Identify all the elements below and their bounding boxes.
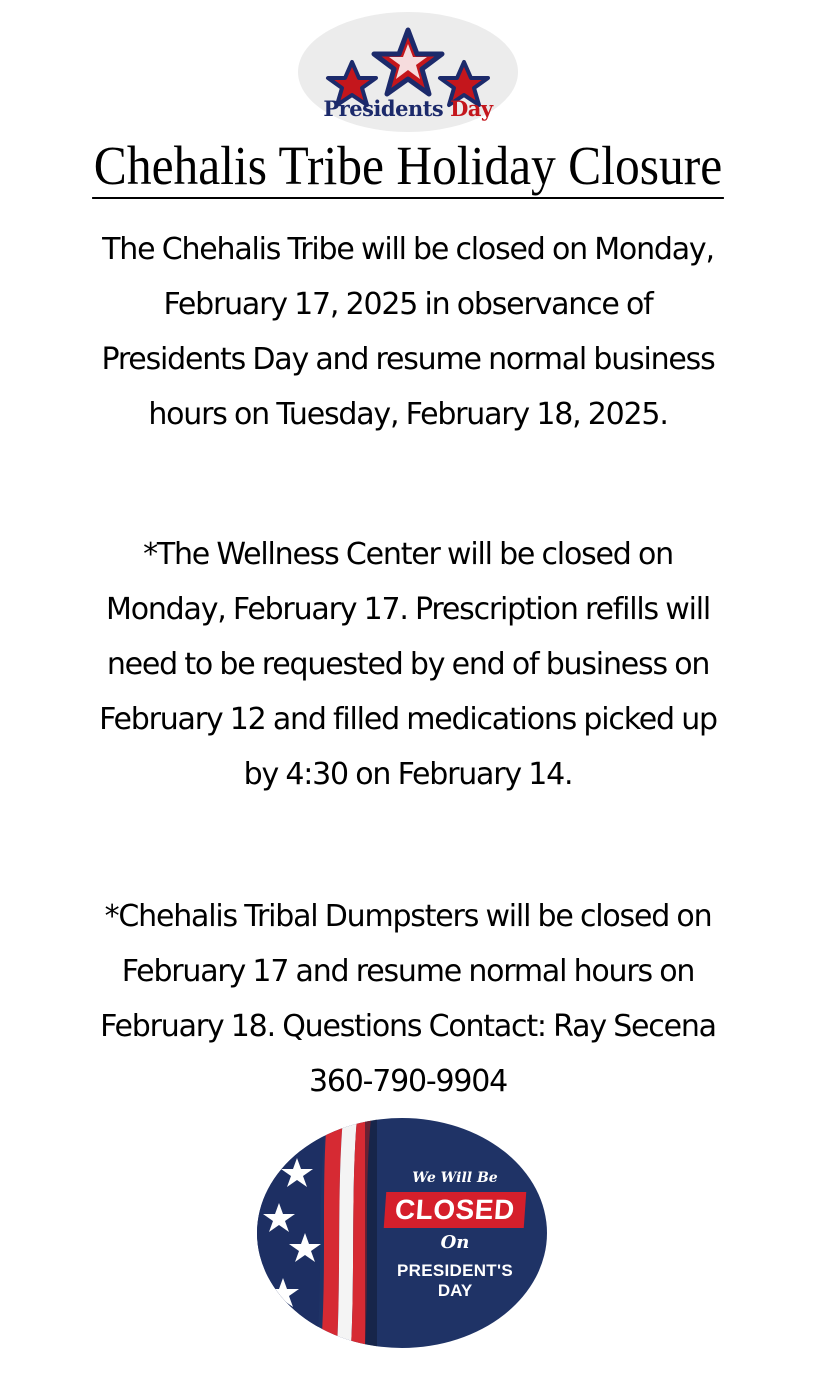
paragraph-line: hours on Tuesday, February 18, 2025.: [148, 397, 668, 432]
badge-line-day: DAY: [437, 1281, 473, 1300]
wellness-center-paragraph: [60, 527, 756, 802]
paragraph-line: *Chehalis Tribal Dumpsters will be closed on: [104, 899, 712, 934]
badge-text: [375, 1170, 535, 1301]
contact-phone: 360-790-9904: [308, 1064, 508, 1099]
page-title: [41, 134, 775, 199]
logo-word-presidents: Presidents: [323, 96, 444, 121]
paragraph-line: February 12 and filled medications picked up: [99, 702, 717, 737]
paragraph-line: February 17 and resume normal hours on: [121, 954, 695, 989]
badge-line-we-will-be: We Will Be: [412, 1170, 498, 1186]
badge-line-on: On: [440, 1232, 470, 1253]
dumpsters-paragraph: [60, 889, 756, 1109]
paragraph-line: The Chehalis Tribe will be closed on Monday,: [102, 232, 714, 267]
logo-wordmark: [300, 96, 516, 121]
paragraph-line: February 18. Questions Contact: Ray Secena: [100, 1009, 716, 1044]
badge-line-presidents: PRESIDENT'S: [397, 1261, 513, 1280]
american-flag-icon: [257, 1118, 377, 1348]
paragraph-line: *The Wellness Center will be closed on: [143, 537, 673, 572]
paragraph-line: by 4:30 on February 14.: [243, 757, 573, 792]
paragraph-line: Presidents Day and resume normal business: [101, 342, 715, 377]
badge-line-closed: CLOSED: [384, 1192, 526, 1228]
logo-word-day: Day: [450, 96, 493, 121]
paragraph-line: Monday, February 17. Prescription refills will: [106, 592, 710, 627]
page-title-text: Chehalis Tribe Holiday Closure: [92, 135, 724, 199]
paragraph-line: need to be requested by end of business on: [106, 647, 710, 682]
paragraph-line: February 17, 2025 in observance of: [163, 287, 653, 322]
closure-notice-paragraph: [60, 222, 756, 442]
